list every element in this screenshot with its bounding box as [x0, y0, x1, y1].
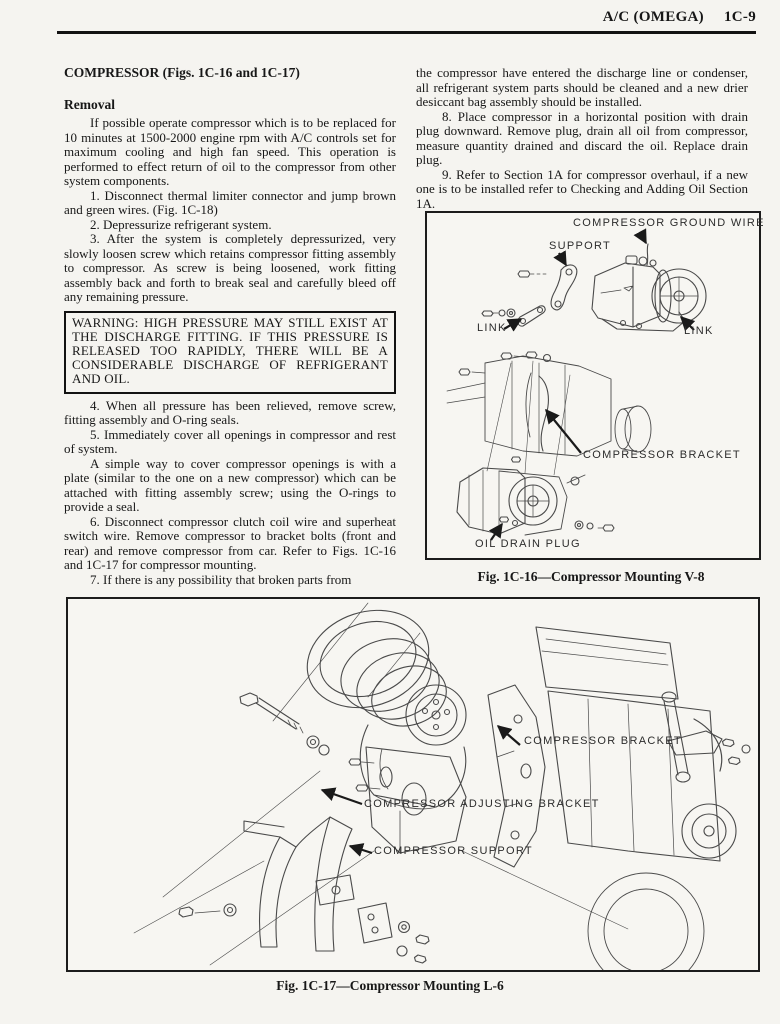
section-heading: COMPRESSOR (Figs. 1C-16 and 1C-17)	[64, 65, 300, 80]
fig16-label-bracket: COMPRESSOR BRACKET	[583, 449, 741, 461]
right-column	[416, 66, 748, 211]
body-paragraph: If possible operate compressor which is to be replaced for 10 minutes at 1500-2000 engine rpm with A/C controls set for maximum cooling and high fan speed. This operation is performed to effect return of oil to the compressor from other system components.	[64, 115, 396, 188]
fig16-label-link-right: LINK	[684, 325, 714, 337]
fig17-label-support: COMPRESSOR SUPPORT	[374, 845, 533, 857]
fig16-label-ground-wire: COMPRESSOR GROUND WIRE	[573, 217, 765, 229]
fig17-drawing	[68, 599, 758, 970]
body-paragraph: A simple way to cover compressor openings is with a plate (similar to the one on a new compressor) which can be attached with fitting assembly screw; using the O-rings to provide a seal.	[64, 455, 396, 515]
body-paragraph: the compressor have entered the discharge line or condenser, all refrigerant system parts should be cleaned and a new drier desiccant bag assembly should be installed.	[416, 65, 748, 109]
body-paragraph: 5. Immediately cover all openings in compressor and rest of system.	[64, 426, 396, 457]
body-paragraph: 9. Refer to Section 1A for compressor overhaul, if a new one is to be installed refer to Checking and Adding Oil Section 1A.	[416, 166, 748, 211]
header-section: A/C (OMEGA)	[602, 9, 704, 25]
header-page-number: 1C-9	[723, 9, 756, 25]
body-paragraph: 4. When all pressure has been relieved, remove screw, fitting assembly and O-ring seals.	[64, 397, 396, 428]
warning-box: WARNING: HIGH PRESSURE MAY STILL EXIST AT THE DISCHARGE FITTING. IF THIS PRESSURE IS RELEASED TOO RAPIDLY, THERE WILL BE A CONSIDERABLE DISCHARGE OF REFRIGERANT AND OIL.	[64, 311, 396, 394]
body-paragraph: 1. Disconnect thermal limiter connector and jump brown and green wires. (Fig. 1C-18)	[64, 187, 396, 217]
fig16-label-support: SUPPORT	[549, 240, 612, 252]
fig17-label-adjusting-bracket: COMPRESSOR ADJUSTING BRACKET	[364, 798, 600, 810]
body-paragraph: 2. Depressurize refrigerant system.	[90, 216, 272, 232]
left-column	[64, 66, 396, 587]
body-paragraph: 8. Place compressor in a horizontal position with drain plug downward. Remove plug, drain all oil from compressor, measure quantity drained and discard the oil. Replace drain plug.	[416, 108, 748, 167]
subsection-heading: Removal	[64, 96, 115, 112]
body-paragraph: 3. After the system is completely depressurized, very slowly loosen screw which retains compressor fitting assembly to compressor. As screw is being loosened, work fitting assembly back and forth to break seal and carefully bleed off any remaining pressure.	[64, 231, 396, 304]
fig17-label-bracket: COMPRESSOR BRACKET	[524, 735, 682, 747]
figure-caption-1c17: Fig. 1C-17—Compressor Mounting L-6	[276, 978, 504, 993]
fig16-label-link-left: LINK	[477, 322, 507, 334]
figure-1c16	[425, 211, 765, 560]
fig16-drawing	[427, 213, 759, 558]
page-header	[57, 9, 756, 26]
fig16-label-oil-drain-plug: OIL DRAIN PLUG	[475, 538, 581, 550]
figure-1c17	[66, 597, 760, 972]
body-paragraph: 6. Disconnect compressor clutch coil wire and superheat switch wire. Remove compressor to bracket bolts (front and rear) and remove compressor from car. Refer to Figs. 1C-16 and 1C-17 for compressor mounting.	[64, 513, 396, 573]
body-paragraph: 7. If there is any possibility that broken parts from	[90, 571, 352, 587]
header-rule	[57, 31, 756, 34]
figure-caption-1c16: Fig. 1C-16—Compressor Mounting V-8	[477, 569, 705, 584]
